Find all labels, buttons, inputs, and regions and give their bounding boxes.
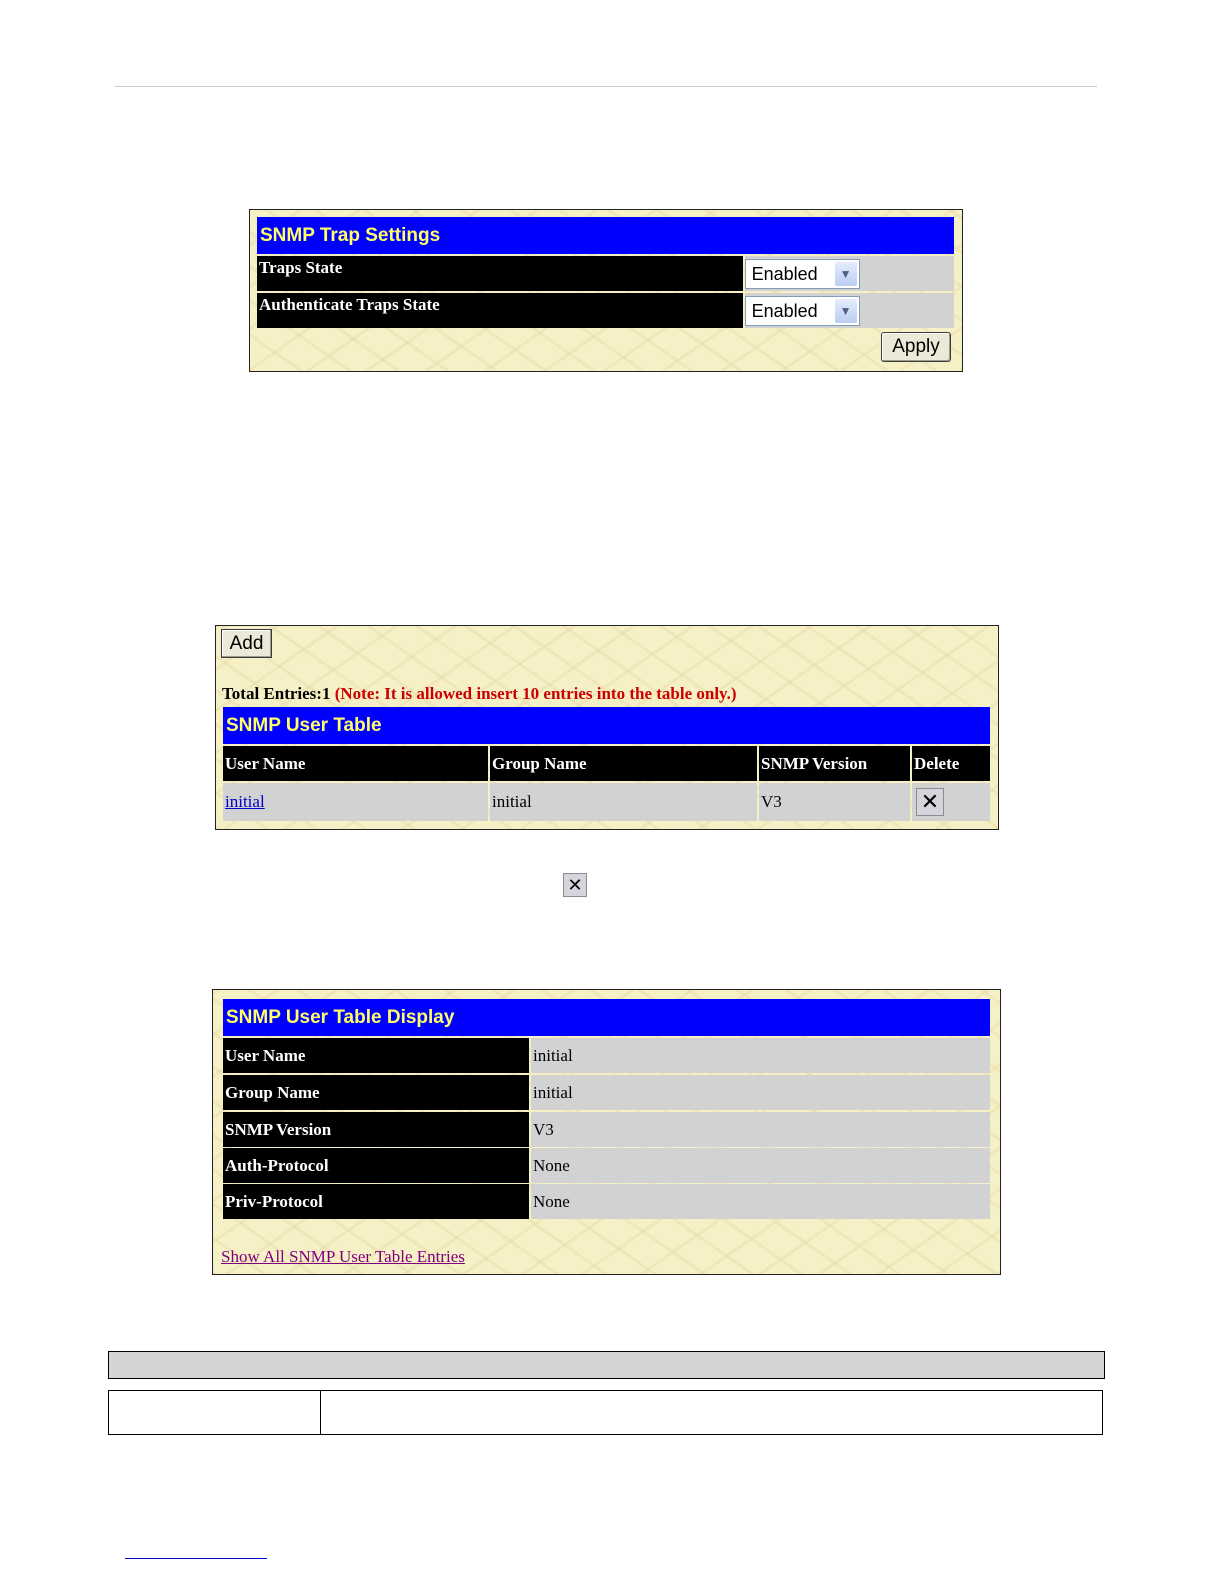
- display-label-user-name: User Name: [223, 1038, 529, 1073]
- total-entries-line: [222, 684, 737, 704]
- parameter-table-divider: [320, 1391, 321, 1434]
- traps-state-cell: [745, 256, 954, 291]
- delete-icon[interactable]: ✕: [916, 788, 944, 816]
- display-value-group-name: initial: [531, 1075, 990, 1110]
- user-table-display-title: SNMP User Table Display: [223, 999, 990, 1036]
- row-delete-cell: [912, 783, 990, 821]
- user-table-title: SNMP User Table: [223, 707, 990, 744]
- header-snmp-version: SNMP Version: [759, 746, 910, 781]
- row-user-name-cell: [223, 783, 488, 821]
- auth-traps-state-label: Authenticate Traps State: [257, 293, 743, 328]
- parameter-table-header: [108, 1351, 1105, 1379]
- parameter-table-row: [108, 1390, 1103, 1435]
- total-entries-text: Total Entries:1: [222, 684, 331, 703]
- display-row-group-name: [223, 1075, 990, 1110]
- close-icon: ✕: [563, 873, 587, 897]
- display-value-snmp-version: V3: [531, 1112, 990, 1147]
- display-value-auth-protocol: None: [531, 1148, 990, 1183]
- table-row: [223, 783, 990, 821]
- traps-state-select[interactable]: [745, 259, 860, 289]
- auth-traps-state-select[interactable]: [745, 296, 860, 326]
- apply-button[interactable]: Apply: [881, 332, 951, 362]
- header-group-name: Group Name: [490, 746, 757, 781]
- header-user-name: User Name: [223, 746, 488, 781]
- chevron-down-icon: ▼: [835, 299, 857, 323]
- display-label-auth-protocol: Auth-Protocol: [223, 1148, 529, 1183]
- footer-underline: [125, 1558, 267, 1559]
- traps-state-label: Traps State: [257, 256, 743, 291]
- display-row-auth-protocol: [223, 1148, 990, 1183]
- user-table-display-panel: [212, 989, 1001, 1275]
- trap-settings-panel: [249, 209, 963, 372]
- trap-settings-title: SNMP Trap Settings: [257, 217, 954, 254]
- add-button[interactable]: Add: [221, 629, 272, 658]
- row-group-name: initial: [490, 783, 757, 821]
- user-table-header-row: [223, 746, 990, 781]
- user-name-link[interactable]: initial: [225, 792, 265, 811]
- entries-note: (Note: It is allowed insert 10 entries into the table only.): [334, 684, 737, 703]
- display-label-group-name: Group Name: [223, 1075, 529, 1110]
- display-row-snmp-version: [223, 1112, 990, 1147]
- chevron-down-icon: ▼: [835, 262, 857, 286]
- auth-traps-state-row: [257, 293, 954, 328]
- traps-state-value: Enabled: [751, 263, 818, 284]
- display-row-priv-protocol: [223, 1184, 990, 1219]
- auth-traps-state-value: Enabled: [751, 300, 818, 321]
- display-label-snmp-version: SNMP Version: [223, 1112, 529, 1147]
- auth-traps-state-cell: [745, 293, 954, 328]
- traps-state-row: [257, 256, 954, 291]
- header-delete: Delete: [912, 746, 990, 781]
- top-rule: [115, 86, 1097, 87]
- display-value-user-name: initial: [531, 1038, 990, 1073]
- display-row-user-name: [223, 1038, 990, 1073]
- display-label-priv-protocol: Priv-Protocol: [223, 1184, 529, 1219]
- row-snmp-version: V3: [759, 783, 910, 821]
- user-table-panel: [215, 625, 999, 830]
- show-all-entries-link[interactable]: Show All SNMP User Table Entries: [221, 1247, 465, 1266]
- display-value-priv-protocol: None: [531, 1184, 990, 1219]
